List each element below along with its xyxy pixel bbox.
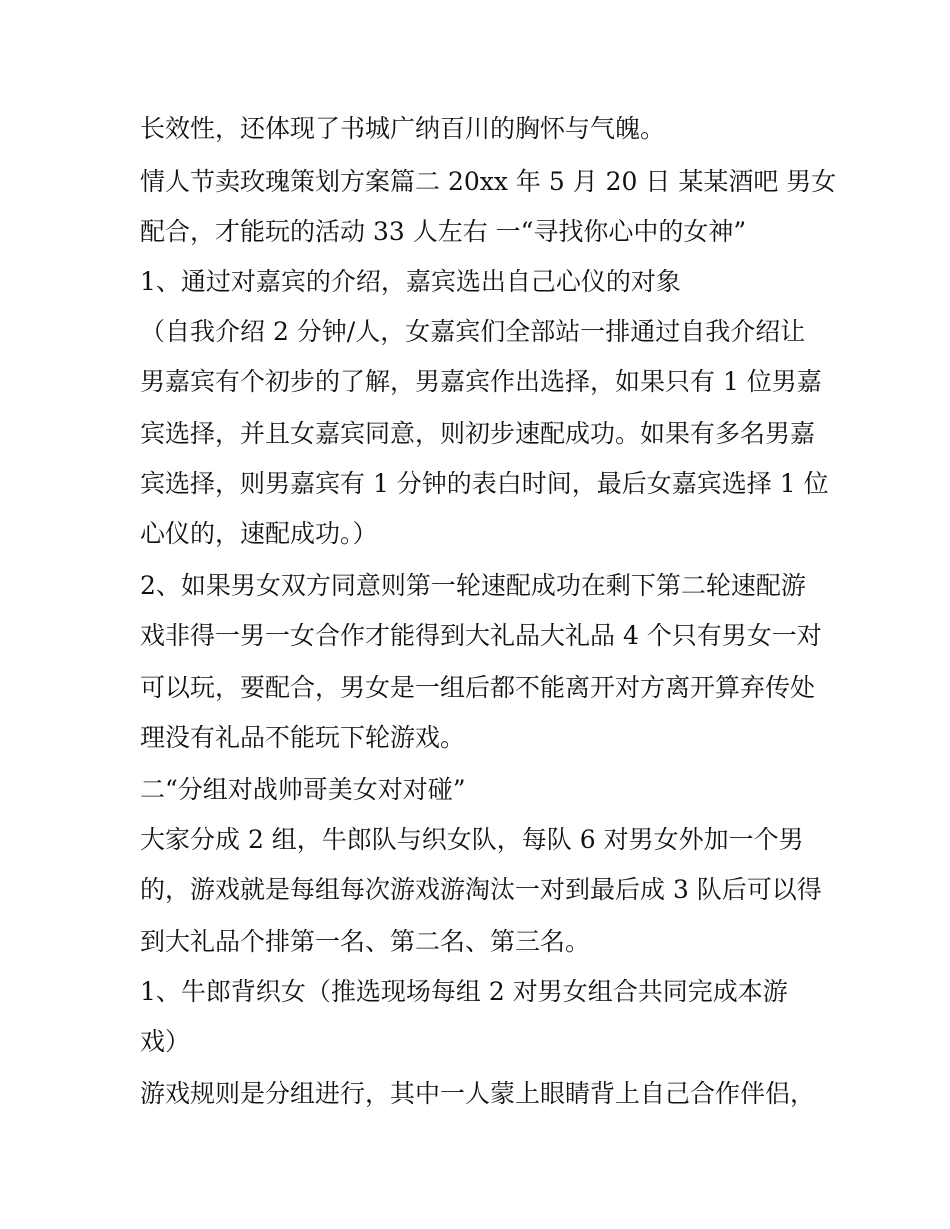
text-line: 心仪的，速配成功。） [140,519,378,548]
text-line: 长效性，还体现了书城广纳百川的胸怀与气魄。 [140,114,666,143]
text-line: 的，游戏就是每组每次游戏游淘汰一对到最后成 3 队后可以得 [140,875,822,904]
text-line: 戏非得一男一女合作才能得到大礼品大礼品 4 个只有男女一对 [140,621,822,650]
text-line: 宾选择，并且女嘉宾同意，则初步速配成功。如果有多名男嘉 [140,419,816,448]
text-line: （自我介绍 2 分钟/人，女嘉宾们全部站一排通过自我介绍让 [140,317,806,346]
text-line: 1、通过对嘉宾的介绍，嘉宾选出自己心仪的对象 [140,267,681,296]
text-line: 可以玩，要配合，男女是一组后都不能离开对方离开算弃传处 [140,673,816,702]
text-line: 游戏规则是分组进行，其中一人蒙上眼睛背上自己合作伴侣， [140,1079,816,1108]
text-line: 配合，才能玩的活动 33 人左右 一“寻找你心中的女神” [140,217,747,246]
text-line: 理没有礼品不能玩下轮游戏。 [140,723,466,752]
text-line: 宾选择，则男嘉宾有 1 分钟的表白时间，最后女嘉宾选择 1 位 [140,469,829,498]
text-line: 情人节卖玫瑰策划方案篇二 20xx 年 5 月 20 日 某某酒吧 男女 [140,167,837,196]
text-line: 到大礼品个排第一名、第二名、第三名。 [140,927,591,956]
text-line: 戏） [140,1027,191,1056]
text-line: 1、牛郎背织女（推选现场每组 2 对男女组合共同完成本游 [140,977,788,1006]
text-line: 大家分成 2 组，牛郎队与织女队，每队 6 对男女外加一个男 [140,825,804,854]
text-line: 2、如果男女双方同意则第一轮速配成功在剩下第二轮速配游 [140,571,806,600]
text-line: 男嘉宾有个初步的了解，男嘉宾作出选择，如果只有 1 位男嘉 [140,367,822,396]
text-line: 二“分组对战帅哥美女对对碰” [140,775,466,804]
